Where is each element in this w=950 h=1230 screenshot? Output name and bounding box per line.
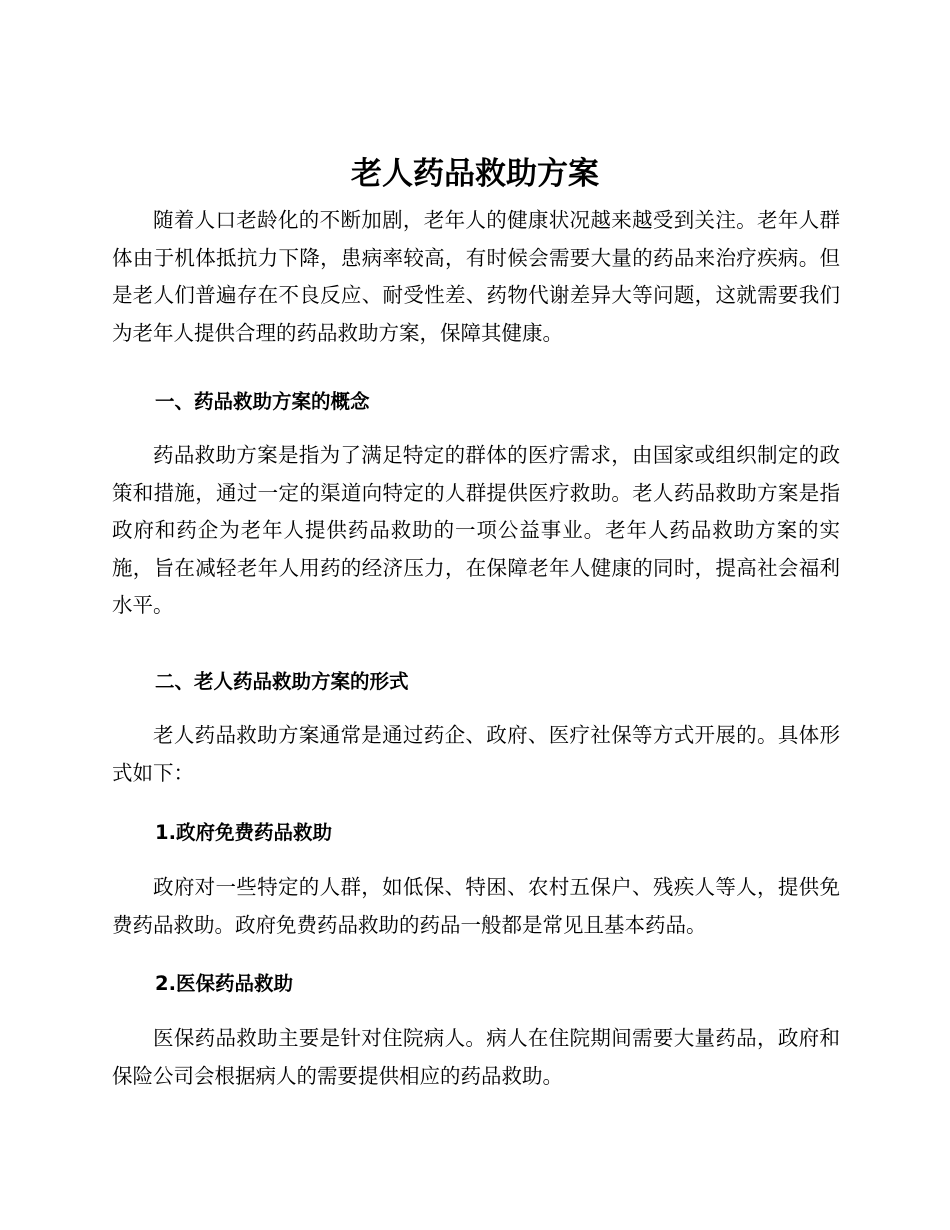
intro-paragraph: 随着人口老龄化的不断加剧，老年人的健康状况越来越受到关注。老年人群体由于机体抵抗力下降，患病率较高，有时候会需要大量的药品来治疗疾病。但是老人们普遍存在不良反应、耐受性差、药物代谢差异大等问题，这就需要我们为老年人提供合理的药品救助方案，保障其健康。 — [112, 208, 840, 345]
section-2-heading: 二、老人药品救助方案的形式 — [155, 670, 409, 693]
document-title: 老人药品救助方案 — [351, 156, 599, 192]
section-1-heading: 一、药品救助方案的概念 — [155, 390, 370, 413]
subsection-2-paragraph: 医保药品救助主要是针对住院病人。病人在住院期间需要大量药品，政府和保险公司会根据病人的需要提供相应的药品救助。 — [112, 1026, 840, 1088]
section-1-paragraph: 药品救助方案是指为了满足特定的群体的医疗需求，由国家或组织制定的政策和措施，通过一定的渠道向特定的人群提供医疗救助。老人药品救助方案是指政府和药企为老年人提供药品救助的一项公益事业。老年人药品救助方案的实施，旨在减轻老年人用药的经济压力，在保障老年人健康的同时，提高社会福利水平。 — [112, 443, 840, 617]
subsection-1-paragraph: 政府对一些特定的人群，如低保、特困、农村五保户、残疾人等人，提供免费药品救助。政府免费药品救助的药品一般都是常见且基本药品。 — [112, 875, 840, 937]
subsection-1-heading: 1.政府免费药品救助 — [155, 821, 332, 844]
section-2-paragraph: 老人药品救助方案通常是通过药企、政府、医疗社保等方式开展的。具体形式如下： — [112, 723, 840, 785]
subsection-2-heading: 2.医保药品救助 — [155, 972, 293, 995]
